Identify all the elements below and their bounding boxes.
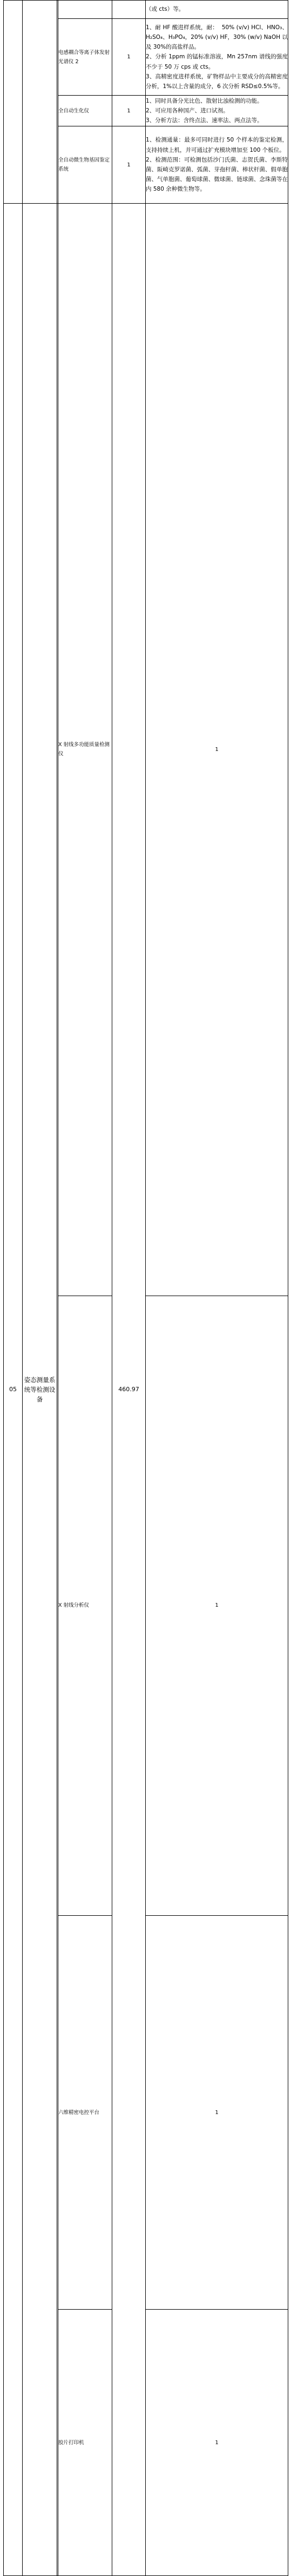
- device-name: [58, 1, 112, 19]
- spec-line: 3、高精密度进样系统，矿物样品中主要成分的高精密度分析，1%以上含量的成分，6 次分析 RSD≤0.5%等。: [146, 73, 288, 90]
- spec-cell: [146, 1, 288, 19]
- spec-line: 2、可应用各种国产、进口试剂。: [146, 107, 229, 114]
- spec-cell: [146, 126, 288, 204]
- spec-cell: [146, 96, 288, 126]
- device-name: 六维精密电控平台: [58, 1916, 112, 2310]
- spec-line: （或 cts）等。: [146, 6, 185, 13]
- spec-line: 3、分析方法：含终点法、速率法、两点法等。: [146, 117, 263, 124]
- table-row: [4, 1, 288, 19]
- spec-line: 1、同时具备分光比色、散射比浊检测的功能。: [146, 97, 263, 104]
- spec-table: [3, 0, 288, 2576]
- spec-line: 2、分析 1ppm 的锰标准溶液，Mn 257nm 谱线的强度不少于 50 万 cps 或 cts。: [146, 53, 288, 70]
- device-name: 电感耦合等离子体发射光谱仪 2: [58, 19, 112, 96]
- spec-cell: [146, 19, 288, 96]
- device-name: X 射线分析仪: [58, 1296, 112, 1916]
- spec-line: 1、检测通量：最多可同时进行 50 个样本的鉴定检测，支持持续上机，并可通过扩充模块增加至 100 个板位。: [146, 137, 288, 153]
- group-price: 460.97: [112, 204, 146, 2576]
- price-cell-prev: [112, 1, 146, 19]
- device-name: X 射线多功能质量检测仪: [58, 204, 112, 1296]
- spec-line: 1、耐 HF 酸进样系统，耐： 50% (v/v) HCl、HNO₃、H₂SO₄、H₃PO₄，20% (v/v) HF，30% (w/v) NaOH 以及 30%的高盐样品。: [146, 24, 288, 51]
- quantity-cell: 1: [146, 2310, 288, 2575]
- quantity-cell: 1: [112, 96, 146, 126]
- device-name: 全自动微生物基因鉴定系统: [58, 126, 112, 204]
- table-row: [4, 204, 288, 1296]
- device-name: 全自动生化仪: [58, 96, 112, 126]
- quantity-cell: 1: [112, 126, 146, 204]
- group-name: 姿态测量系统等检测设备: [23, 204, 57, 2576]
- quantity-cell: 1: [112, 19, 146, 96]
- group-index: 05: [4, 204, 23, 2576]
- quantity-cell: 1: [146, 1296, 288, 1916]
- device-name: 胶片打印机: [58, 2310, 112, 2575]
- quantity-cell: 1: [146, 204, 288, 1296]
- quantity-cell: 1: [146, 1916, 288, 2310]
- spec-line: 2、检测范围：可检测包括沙门氏菌、志贺氏菌、李斯特菌、阪崎克罗诺菌、弧菌、芽孢杆菌、棒状杆菌、假单胞菌、气单胞菌、葡萄球菌、微球菌、链球菌、念珠菌等在内 580 余种微生物等。: [146, 156, 288, 193]
- group-name-cell-prev: [23, 1, 57, 204]
- group-index-cell-prev: [4, 1, 23, 204]
